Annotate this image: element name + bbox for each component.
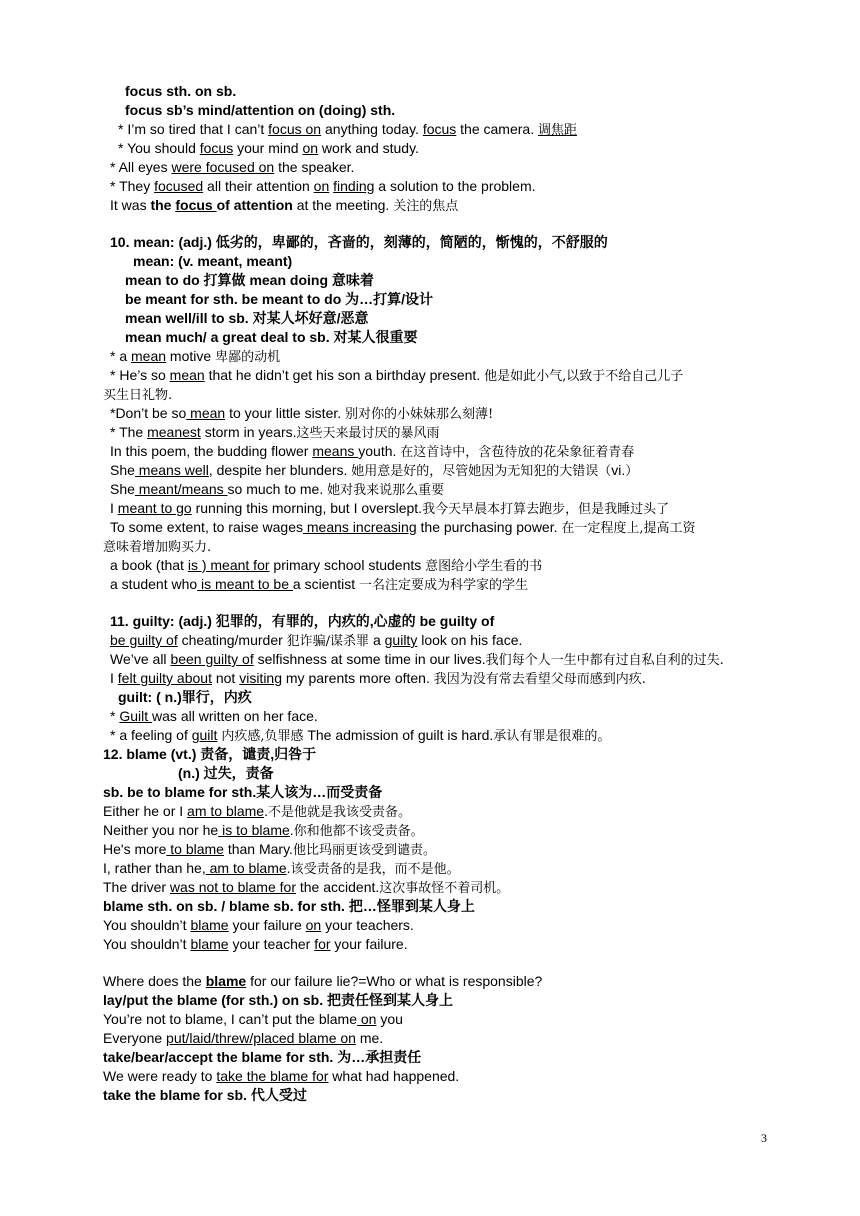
text-line <box>125 309 860 328</box>
text-segment: *Don’t be so <box>110 405 187 421</box>
text-segment: you <box>376 1011 403 1027</box>
text-segment: a book (that <box>110 557 188 573</box>
text-segment: 11. guilty: (adj.) 犯罪的，有罪的，内疚的,心虚的 be guilty of <box>110 613 495 629</box>
text-segment: . <box>286 860 291 876</box>
text-line <box>103 840 860 859</box>
text-segment: cheating/murder <box>177 632 287 648</box>
text-segment: I <box>110 500 118 516</box>
text-segment: mean to do 打算做 mean doing 意味着 <box>125 272 374 288</box>
text-segment: to blame <box>166 841 224 857</box>
text-segment: anything today. <box>321 121 423 137</box>
text-segment: so much to me. <box>227 481 328 497</box>
text-segment: motive <box>166 348 216 364</box>
text-segment: mean much/ a great deal to sb. 对某人很重要 <box>125 329 418 345</box>
text-segment: on <box>356 1011 377 1027</box>
text-segment: 买生日礼物. <box>103 388 173 403</box>
text-segment: at the meeting. <box>292 197 394 213</box>
text-segment: 该受责备的是我，而不是他。 <box>290 862 460 877</box>
text-line <box>118 120 860 139</box>
text-segment: is ) meant for <box>187 557 270 573</box>
text-segment: 这些天来最讨厌的暴风雨 <box>296 426 440 441</box>
text-segment: your teachers. <box>321 917 414 933</box>
text-segment: He's more <box>103 841 167 857</box>
text-segment: It was <box>110 197 151 213</box>
text-segment: mean: (v. meant, meant) <box>133 253 293 269</box>
text-line <box>110 158 860 177</box>
text-segment: was all written on her face. <box>152 708 318 724</box>
text-segment: on <box>313 178 330 194</box>
text-line <box>118 139 860 158</box>
text-segment: mean <box>131 348 167 364</box>
text-segment: . <box>289 822 294 838</box>
text-line <box>125 290 860 309</box>
text-segment: Guilt <box>119 708 153 724</box>
text-line <box>110 631 860 650</box>
text-segment: been guilty of <box>170 651 254 667</box>
text-segment: my parents more often. <box>282 670 434 686</box>
text-segment: 你和他都不该受责备。 <box>293 824 424 839</box>
text-segment: your failure. <box>330 936 408 952</box>
text-segment: storm in years. <box>200 424 297 440</box>
text-line <box>103 1048 860 1067</box>
text-segment: She <box>110 481 135 497</box>
text-segment: 内疚感,负罪感 <box>221 729 304 744</box>
text-segment: focus <box>199 140 234 156</box>
text-segment: be guilty of <box>110 632 178 648</box>
text-segment: * All eyes <box>110 159 172 175</box>
text-segment: lay/put the blame (for sth.) on sb. 把责任怪到某人身上 <box>103 992 454 1008</box>
text-segment: blame sth. on sb. / blame sb. for sth. 把…怪罪到某人身上 <box>103 898 475 914</box>
text-segment: on <box>305 917 322 933</box>
text-segment: meant to go <box>117 500 192 516</box>
text-segment: * The <box>110 424 148 440</box>
text-line <box>103 385 860 404</box>
text-segment: * I’m so tired that I can’t <box>118 121 269 137</box>
text-segment: The driver <box>103 879 170 895</box>
text-segment: were focused on <box>171 159 275 175</box>
text-segment: me. <box>355 1030 384 1046</box>
text-segment: than Mary. <box>223 841 293 857</box>
text-segment: The admission of guilt is hard. <box>303 727 494 743</box>
text-segment: 卑鄙的动机 <box>215 350 281 365</box>
text-segment: We’ve all <box>110 651 171 667</box>
text-segment: 她用意是好的，尽管她因为无知犯的大错误（ <box>351 464 612 479</box>
text-segment: * You should <box>118 140 200 156</box>
text-segment: your failure <box>228 917 306 933</box>
text-segment: 我今天早晨本打算去跑步，但是我睡过头了 <box>422 502 670 517</box>
text-line <box>103 745 860 764</box>
text-segment: for <box>314 936 331 952</box>
text-segment: that he didn’t get his son a birthday present. <box>204 367 485 383</box>
text-segment: 调焦距 <box>537 123 577 138</box>
text-segment: was not to blame for <box>169 879 296 895</box>
text-segment: mean <box>186 405 226 421</box>
text-line <box>103 1086 860 1105</box>
text-line <box>110 366 860 385</box>
text-segment: of attention <box>216 197 293 213</box>
text-line <box>103 802 860 821</box>
text-segment: She <box>110 462 135 478</box>
text-segment: . <box>264 803 268 819</box>
text-segment: youth. <box>358 443 401 459</box>
text-segment: the speaker. <box>274 159 355 175</box>
text-segment: a student who <box>110 576 198 592</box>
text-segment: the camera. <box>456 121 538 137</box>
text-line <box>103 916 860 935</box>
text-line <box>178 764 860 783</box>
text-segment: meanest <box>147 424 201 440</box>
text-line <box>103 859 860 878</box>
text-segment: 我因为没有常去看望父母而感到内疚. <box>433 672 646 687</box>
text-segment: , despite her blunders. <box>208 462 352 478</box>
text-segment: meant/means <box>134 481 228 497</box>
text-segment: I, rather than he, <box>103 860 206 876</box>
text-segment: to your little sister. <box>225 405 346 421</box>
text-segment: put/laid/threw/placed blame on <box>166 1030 356 1046</box>
text-line <box>110 556 860 575</box>
text-segment: ） <box>625 464 639 479</box>
text-segment: * They <box>110 178 155 194</box>
text-segment: Either he or I <box>103 803 188 819</box>
text-segment: on <box>302 140 319 156</box>
text-segment: for our failure lie?=Who or what is responsible? <box>246 973 543 989</box>
text-segment: blame <box>190 917 229 933</box>
text-segment: all their attention <box>203 178 314 194</box>
text-segment: 意味着增加购买力. <box>103 540 212 555</box>
text-segment: be meant for sth. be meant to do 为…打算/设计 <box>125 291 434 307</box>
text-line <box>103 1029 860 1048</box>
text-line <box>110 442 860 461</box>
text-segment: I <box>110 670 118 686</box>
text-segment: running this morning, but I overslept. <box>191 500 423 516</box>
text-segment: blame <box>205 973 247 989</box>
text-line <box>110 726 860 745</box>
text-segment: guilt: ( n.)罪行，内疚 <box>118 689 252 705</box>
text-line <box>103 972 860 991</box>
text-segment: a solution to the problem. <box>374 178 536 194</box>
text-segment: am to blame <box>205 860 287 876</box>
text-segment: You shouldn’t <box>103 936 191 952</box>
text-line <box>103 1067 860 1086</box>
text-line <box>125 82 860 101</box>
text-segment: your teacher <box>228 936 315 952</box>
text-segment: focus on <box>268 121 322 137</box>
text-segment: focused <box>154 178 204 194</box>
text-segment: 犯诈骗/谋杀罪 <box>286 634 370 649</box>
text-segment: * a feeling of <box>110 727 192 743</box>
text-line <box>110 499 860 518</box>
text-line <box>110 196 860 215</box>
text-segment: finding <box>333 178 375 194</box>
text-segment: means <box>312 443 359 459</box>
page-number: 3 <box>761 1131 767 1145</box>
text-segment: 在这首诗中，含苞待放的花朵象征着青春 <box>400 445 635 460</box>
text-segment: focus <box>422 121 457 137</box>
text-segment: focus <box>175 197 217 213</box>
text-segment: 关注的焦点 <box>393 199 459 214</box>
text-segment: * He’s so <box>110 367 170 383</box>
text-segment: what had happened. <box>328 1068 460 1084</box>
text-line <box>110 423 860 442</box>
text-segment: am to blame <box>187 803 265 819</box>
text-segment: take/bear/accept the blame for sth. 为…承担责任 <box>103 1049 422 1065</box>
text-segment: is to blame <box>218 822 290 838</box>
text-line <box>103 821 860 840</box>
text-line <box>110 461 860 480</box>
text-segment: In this poem, the budding flower <box>110 443 313 459</box>
text-segment: guilty <box>384 632 418 648</box>
text-segment: * a <box>110 348 132 364</box>
text-line <box>103 783 860 802</box>
text-segment: the <box>150 197 176 213</box>
text-segment: Where does the <box>103 973 206 989</box>
text-segment: We were ready to <box>103 1068 217 1084</box>
text-line <box>125 328 860 347</box>
text-segment: 他是如此小气,以致于不给自己儿子 <box>484 369 684 384</box>
text-segment: visiting <box>239 670 282 686</box>
text-segment: 意图给小学生看的书 <box>425 559 543 574</box>
text-segment: blame <box>190 936 229 952</box>
text-segment: 承认有罪是很难的。 <box>493 729 611 744</box>
text-segment: * <box>110 708 120 724</box>
text-segment: focus sb’s mind/attention on (doing) sth. <box>125 102 396 118</box>
text-line <box>103 537 860 556</box>
text-segment: 在一定程度上,提高工资 <box>561 521 696 536</box>
text-line <box>103 897 860 916</box>
text-line <box>125 101 860 120</box>
text-line <box>110 669 860 688</box>
text-line <box>110 518 860 537</box>
text-line <box>110 480 860 499</box>
text-segment: a scientist <box>292 576 360 592</box>
text-segment: a <box>369 632 385 648</box>
text-segment: is meant to be <box>197 576 293 592</box>
text-segment: means increasing <box>303 519 417 535</box>
text-segment: You shouldn’t <box>103 917 191 933</box>
text-segment: 一名注定要成为科学家的学生 <box>359 578 529 593</box>
text-segment: 10. mean: (adj.) 低劣的，卑鄙的，吝啬的，刻薄的，简陋的，惭愧的，不舒服的 <box>110 234 608 250</box>
text-segment: 这次事故怪不着司机。 <box>379 881 510 896</box>
text-line <box>125 271 860 290</box>
text-line <box>110 650 860 669</box>
text-segment: work and study. <box>318 140 419 156</box>
text-segment: 她对我来说那么重要 <box>327 483 445 498</box>
text-segment: sb. be to blame for sth.某人该为…而受责备 <box>103 784 383 800</box>
text-segment: take the blame for sb. 代人受过 <box>103 1087 307 1103</box>
text-segment: 他比玛丽更该受到谴责。 <box>292 843 436 858</box>
text-segment: the purchasing power. <box>416 519 562 535</box>
text-line <box>118 688 860 707</box>
text-line <box>110 233 860 252</box>
text-line <box>110 404 860 423</box>
text-segment: focus sth. on sb. <box>125 83 237 99</box>
text-segment: selfishness at some time in our lives. <box>253 651 486 667</box>
text-segment: 我们每个人一生中都有过自私自利的过失. <box>485 653 724 668</box>
text-line <box>103 935 860 954</box>
text-segment: To some extent, to raise wages <box>110 519 303 535</box>
text-segment: the accident. <box>295 879 380 895</box>
text-line <box>103 991 860 1010</box>
text-segment: not <box>211 670 240 686</box>
text-line <box>110 707 860 726</box>
text-line <box>110 575 860 594</box>
text-segment: Everyone <box>103 1030 167 1046</box>
text-line <box>133 252 860 271</box>
text-segment: 别对你的小妹妹那么刻薄! <box>345 407 494 422</box>
text-segment: take the blame for <box>216 1068 329 1084</box>
text-line <box>110 347 860 366</box>
text-line <box>103 1010 860 1029</box>
text-segment: primary school students <box>269 557 426 573</box>
text-segment: your mind <box>233 140 303 156</box>
text-segment: 12. blame (vt.) 责备，谴责,归咎于 <box>103 746 317 762</box>
text-line <box>103 878 860 897</box>
text-segment: (n.) 过失，责备 <box>178 765 274 781</box>
text-segment: mean <box>169 367 205 383</box>
text-segment: 不是他就是我该受责备。 <box>267 805 411 820</box>
text-segment: vi. <box>611 462 626 478</box>
text-line <box>110 177 860 196</box>
text-segment: Neither you nor he <box>103 822 219 838</box>
text-segment: look on his face. <box>417 632 523 648</box>
text-segment: felt guilty about <box>117 670 212 686</box>
text-segment: means well <box>134 462 209 478</box>
text-segment: guilt <box>191 727 218 743</box>
text-segment: You’re not to blame, I can’t put the blame <box>103 1011 357 1027</box>
text-line <box>110 612 860 631</box>
text-segment: mean well/ill to sb. 对某人坏好意/恶意 <box>125 310 369 326</box>
